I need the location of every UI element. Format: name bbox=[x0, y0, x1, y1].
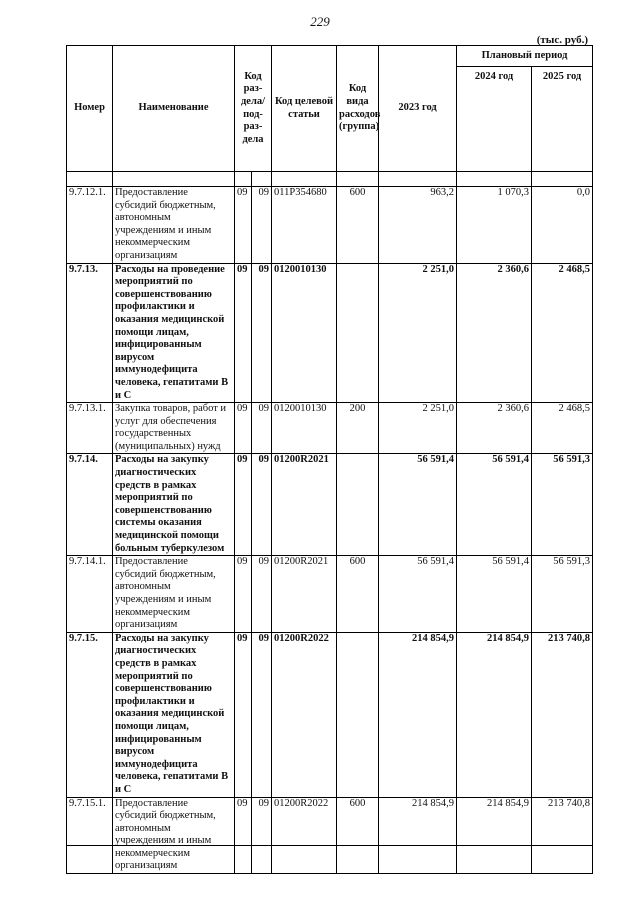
row-target-code: 01200R2022 bbox=[272, 632, 337, 797]
row-amount-2023: 963,2 bbox=[379, 187, 457, 264]
row-number: 9.7.15. bbox=[67, 632, 113, 797]
row-amount-2024: 2 360,6 bbox=[457, 263, 532, 403]
row-amount-2023: 56 591,4 bbox=[379, 454, 457, 556]
row-expense-kind: 600 bbox=[337, 797, 379, 874]
row-section-code: 09 bbox=[235, 403, 252, 454]
row-subsection-code: 09 bbox=[252, 556, 272, 633]
row-expense-kind: 600 bbox=[337, 556, 379, 633]
row-expense-kind bbox=[337, 263, 379, 403]
row-name: Закупка товаров, работ и услуг для обеспечения государственных (муниципальных) нужд bbox=[113, 403, 235, 454]
row-section-code: 09 bbox=[235, 632, 252, 797]
table-row bbox=[67, 187, 593, 264]
row-amount-2023: 56 591,4 bbox=[379, 556, 457, 633]
units-label: (тыс. руб.) bbox=[536, 34, 588, 46]
row-number: 9.7.12.1. bbox=[67, 187, 113, 264]
page-number: 229 bbox=[310, 14, 330, 29]
row-name: Расходы на закупку диагностических средств в рамках мероприятий по совершенствованию профилактики и оказания медицинской помощи лицам, инфицированным вирусом иммунодефицита человека, гепатитами В и С bbox=[113, 632, 235, 797]
row-target-code: 0120010130 bbox=[272, 263, 337, 403]
header-name: Наименование bbox=[113, 46, 235, 172]
row-subsection-code: 09 bbox=[252, 263, 272, 403]
row-section-code: 09 bbox=[235, 797, 252, 874]
row-expense-kind bbox=[337, 454, 379, 556]
row-section-code: 09 bbox=[235, 454, 252, 556]
row-number: 9.7.13. bbox=[67, 263, 113, 403]
row-amount-2024: 214 854,9 bbox=[457, 632, 532, 797]
row-number: 9.7.13.1. bbox=[67, 403, 113, 454]
row-target-code: 011P354680 bbox=[272, 187, 337, 264]
table-header bbox=[67, 46, 593, 172]
row-amount-2023: 214 854,9 bbox=[379, 632, 457, 797]
row-name: Предоставление субсидий бюджетным, автономным учреждениям и иным некоммерческим организациям bbox=[113, 556, 235, 633]
table-row bbox=[67, 263, 593, 403]
table-row bbox=[67, 556, 593, 633]
header-year-2023: 2023 год bbox=[379, 46, 457, 172]
table-body bbox=[67, 172, 593, 874]
budget-table bbox=[66, 45, 593, 874]
row-amount-2025: 0,0 bbox=[532, 187, 593, 264]
row-target-code: 01200R2021 bbox=[272, 454, 337, 556]
row-amount-2024: 214 854,9 bbox=[457, 797, 532, 874]
row-amount-2025: 213 740,8 bbox=[532, 632, 593, 797]
row-amount-2025: 56 591,3 bbox=[532, 556, 593, 633]
row-subsection-code: 09 bbox=[252, 403, 272, 454]
row-subsection-code: 09 bbox=[252, 187, 272, 264]
row-amount-2024: 56 591,4 bbox=[457, 556, 532, 633]
header-number: Номер bbox=[67, 46, 113, 172]
header-year-2025: 2025 год bbox=[532, 67, 593, 172]
header-expense-kind: Код вида расходов (группа) bbox=[337, 46, 379, 172]
table-row bbox=[67, 454, 593, 556]
row-number: 9.7.14.1. bbox=[67, 556, 113, 633]
row-amount-2024: 2 360,6 bbox=[457, 403, 532, 454]
table-row bbox=[67, 797, 593, 874]
row-expense-kind: 600 bbox=[337, 187, 379, 264]
row-name: Предоставление субсидий бюджетным, автономным учреждениям и иным некоммерческим организациям bbox=[113, 187, 235, 264]
header-planning-period: Плановый период bbox=[457, 46, 593, 67]
row-expense-kind: 200 bbox=[337, 403, 379, 454]
row-target-code: 0120010130 bbox=[272, 403, 337, 454]
row-subsection-code: 09 bbox=[252, 454, 272, 556]
table-spacer-row bbox=[67, 172, 593, 187]
row-amount-2025: 56 591,3 bbox=[532, 454, 593, 556]
row-target-code: 01200R2022 bbox=[272, 797, 337, 874]
row-name: Предоставление субсидий бюджетным, автономным учреждениям и иным некоммерческим организациям bbox=[113, 797, 235, 874]
row-name: Расходы на проведение мероприятий по совершенствованию профилактики и оказания медицинской помощи лицам, инфицированным вирусом иммунодефицита человека, гепатитами В и С bbox=[113, 263, 235, 403]
table-row bbox=[67, 403, 593, 454]
row-target-code: 01200R2021 bbox=[272, 556, 337, 633]
row-amount-2023: 2 251,0 bbox=[379, 263, 457, 403]
row-amount-2025: 2 468,5 bbox=[532, 263, 593, 403]
table-row bbox=[67, 632, 593, 797]
row-subsection-code: 09 bbox=[252, 632, 272, 797]
row-amount-2023: 2 251,0 bbox=[379, 403, 457, 454]
row-number: 9.7.14. bbox=[67, 454, 113, 556]
bottom-rule bbox=[66, 845, 592, 846]
row-name: Расходы на закупку диагностических средств в рамках мероприятий по совершенствованию системы оказания медицинской помощи больным туберкулезом bbox=[113, 454, 235, 556]
row-amount-2024: 1 070,3 bbox=[457, 187, 532, 264]
row-section-code: 09 bbox=[235, 187, 252, 264]
row-subsection-code: 09 bbox=[252, 797, 272, 874]
header-target-code: Код целевой статьи bbox=[272, 46, 337, 172]
row-section-code: 09 bbox=[235, 263, 252, 403]
header-year-2024: 2024 год bbox=[457, 67, 532, 172]
row-amount-2024: 56 591,4 bbox=[457, 454, 532, 556]
row-section-code: 09 bbox=[235, 556, 252, 633]
row-amount-2023: 214 854,9 bbox=[379, 797, 457, 874]
row-amount-2025: 2 468,5 bbox=[532, 403, 593, 454]
row-amount-2025: 213 740,8 bbox=[532, 797, 593, 874]
row-number: 9.7.15.1. bbox=[67, 797, 113, 874]
row-expense-kind bbox=[337, 632, 379, 797]
header-section-code: Код раз-дела/ под-раз-дела bbox=[235, 46, 272, 172]
